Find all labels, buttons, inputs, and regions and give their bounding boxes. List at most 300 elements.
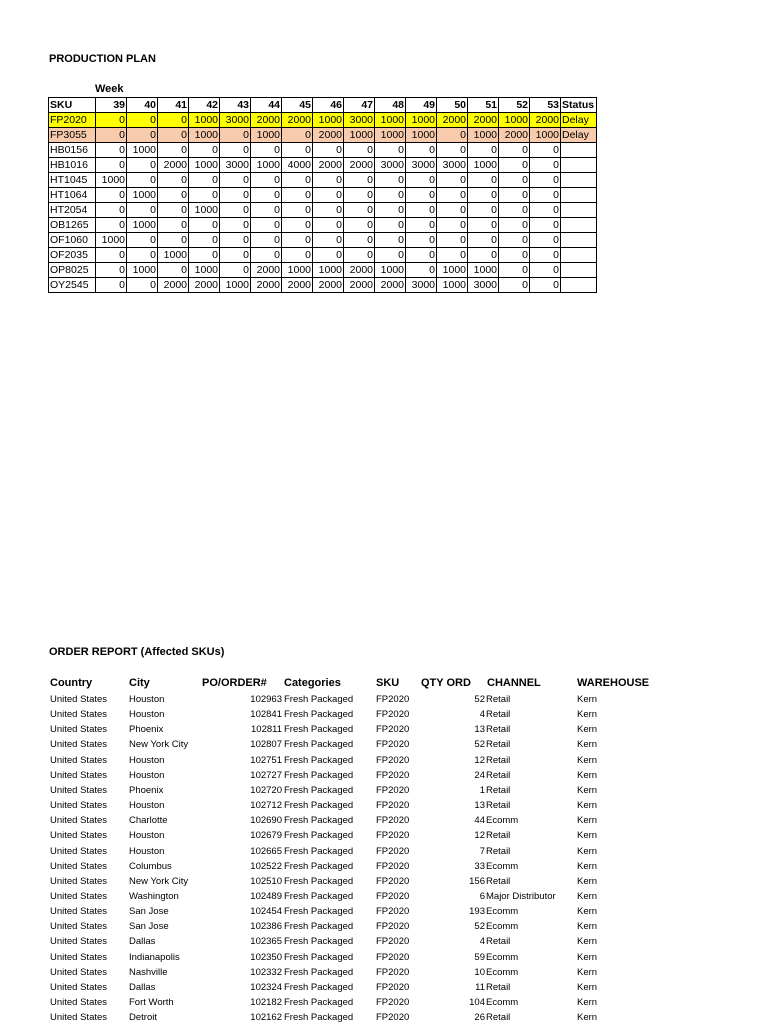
plan-qty-cell: 1000 xyxy=(313,113,344,128)
plan-qty-cell: 2000 xyxy=(313,158,344,173)
plan-qty-cell: 0 xyxy=(437,218,468,233)
plan-qty-cell: 3000 xyxy=(344,113,375,128)
order-warehouse: Kern xyxy=(577,890,598,902)
order-city: Phoenix xyxy=(129,724,164,736)
plan-header-cell: 50 xyxy=(437,98,468,113)
plan-qty-cell: 0 xyxy=(437,233,468,248)
plan-qty-cell: 0 xyxy=(530,278,561,293)
plan-qty-cell: 0 xyxy=(220,173,251,188)
plan-qty-cell: 2000 xyxy=(499,128,530,143)
plan-qty-cell: 3000 xyxy=(468,278,499,293)
plan-qty-cell: 1000 xyxy=(375,113,406,128)
order-warehouse: Kern xyxy=(577,709,598,721)
plan-qty-cell: 2000 xyxy=(468,113,499,128)
plan-qty-cell: 0 xyxy=(96,278,127,293)
plan-qty-cell: 0 xyxy=(189,218,220,233)
plan-qty-cell: 0 xyxy=(158,128,189,143)
order-channel: Retail xyxy=(486,769,511,781)
order-country: United States xyxy=(50,769,108,781)
plan-qty-cell: 0 xyxy=(96,203,127,218)
order-city: San Jose xyxy=(129,906,169,918)
order-category: Fresh Packaged xyxy=(284,997,354,1008)
order-sku: FP2020 xyxy=(376,815,410,827)
plan-qty-cell: 0 xyxy=(530,263,561,278)
order-qty: 11 xyxy=(475,981,485,993)
plan-header-cell: 43 xyxy=(220,98,251,113)
plan-qty-cell: 2000 xyxy=(158,278,189,293)
order-sku: FP2020 xyxy=(376,739,410,751)
order-qty: 1 xyxy=(479,784,485,796)
plan-qty-cell: 0 xyxy=(406,233,437,248)
plan-qty-cell: 0 xyxy=(96,143,127,158)
plan-sku-cell: OF1060 xyxy=(49,233,96,248)
plan-qty-cell: 1000 xyxy=(375,263,406,278)
order-warehouse: Kern xyxy=(577,860,598,872)
order-po-number: 102963 xyxy=(250,694,282,705)
order-channel: Ecomm xyxy=(486,951,519,963)
header-warehouse: WAREHOUSE xyxy=(577,677,650,689)
plan-qty-cell: 2000 xyxy=(282,113,313,128)
plan-header-cell: 53 xyxy=(530,98,561,113)
plan-qty-cell: 0 xyxy=(344,248,375,263)
order-po-number: 102510 xyxy=(250,875,282,887)
plan-qty-cell: 2000 xyxy=(251,113,282,128)
order-qty: 12 xyxy=(474,754,485,766)
plan-header-cell: SKU xyxy=(49,98,96,113)
plan-row xyxy=(49,158,597,173)
order-city: Houston xyxy=(129,800,165,812)
order-po-number: 102365 xyxy=(250,936,282,948)
header-channel: CHANNEL xyxy=(487,677,541,689)
order-row xyxy=(0,755,768,770)
plan-qty-cell: 0 xyxy=(406,203,437,218)
order-country: United States xyxy=(50,951,108,963)
order-warehouse: Kern xyxy=(577,800,598,812)
order-sku: FP2020 xyxy=(376,724,410,736)
plan-qty-cell: 3000 xyxy=(220,113,251,128)
plan-qty-cell: 0 xyxy=(344,143,375,158)
order-country: United States xyxy=(50,906,108,918)
order-country: United States xyxy=(50,724,108,736)
order-warehouse: Kern xyxy=(577,754,598,766)
order-report-title: ORDER REPORT (Affected SKUs) xyxy=(49,646,225,658)
plan-qty-cell: 2000 xyxy=(344,158,375,173)
header-country: Country xyxy=(50,677,93,689)
order-po-number: 102712 xyxy=(250,800,282,812)
plan-qty-cell: 0 xyxy=(220,128,251,143)
order-sku: FP2020 xyxy=(376,830,410,842)
plan-qty-cell: 0 xyxy=(127,158,158,173)
plan-qty-cell: 0 xyxy=(313,248,344,263)
plan-qty-cell: 2000 xyxy=(282,278,313,293)
order-city: Washington xyxy=(129,890,179,902)
plan-qty-cell: 0 xyxy=(158,143,189,158)
plan-sku-cell: OY2545 xyxy=(49,278,96,293)
plan-row xyxy=(49,143,597,158)
plan-row xyxy=(49,173,597,188)
plan-qty-cell: 1000 xyxy=(127,263,158,278)
plan-header-cell: Status xyxy=(561,98,597,113)
plan-qty-cell: 0 xyxy=(127,278,158,293)
plan-qty-cell: 1000 xyxy=(499,113,530,128)
plan-qty-cell: 0 xyxy=(282,173,313,188)
order-qty: 24 xyxy=(474,769,485,781)
plan-row xyxy=(49,233,597,248)
order-category: Fresh Packaged xyxy=(284,694,354,705)
order-category: Fresh Packaged xyxy=(284,951,354,963)
plan-qty-cell: 0 xyxy=(530,203,561,218)
plan-qty-cell: 0 xyxy=(127,113,158,128)
order-qty: 44 xyxy=(474,815,485,827)
plan-row xyxy=(49,188,597,203)
order-city: Fort Worth xyxy=(129,997,174,1008)
order-category: Fresh Packaged xyxy=(284,845,354,857)
plan-status-cell xyxy=(561,188,597,203)
plan-qty-cell: 0 xyxy=(282,248,313,263)
plan-qty-cell: 0 xyxy=(189,173,220,188)
order-category: Fresh Packaged xyxy=(284,769,354,781)
order-country: United States xyxy=(50,800,108,812)
plan-qty-cell: 0 xyxy=(127,128,158,143)
order-city: Houston xyxy=(129,754,165,766)
plan-qty-cell: 0 xyxy=(158,203,189,218)
plan-header-cell: 46 xyxy=(313,98,344,113)
order-po-number: 102350 xyxy=(250,951,282,963)
order-country: United States xyxy=(50,754,108,766)
plan-qty-cell: 1000 xyxy=(406,113,437,128)
plan-qty-cell: 0 xyxy=(499,248,530,263)
order-sku: FP2020 xyxy=(376,921,410,933)
order-city: Dallas xyxy=(129,981,156,993)
plan-status-cell: Delay xyxy=(561,113,597,128)
order-row xyxy=(0,921,768,936)
plan-qty-cell: 1000 xyxy=(406,128,437,143)
plan-qty-cell: 0 xyxy=(282,188,313,203)
order-channel: Ecomm xyxy=(486,815,519,827)
order-po-number: 102841 xyxy=(250,709,282,721)
plan-qty-cell: 1000 xyxy=(189,158,220,173)
order-row xyxy=(0,800,768,815)
order-row xyxy=(0,770,768,785)
plan-qty-cell: 0 xyxy=(375,248,406,263)
order-channel: Retail xyxy=(486,981,511,993)
plan-qty-cell: 2000 xyxy=(344,278,375,293)
plan-sku-cell: OF2035 xyxy=(49,248,96,263)
plan-qty-cell: 0 xyxy=(437,188,468,203)
order-warehouse: Kern xyxy=(577,815,598,827)
plan-qty-cell: 0 xyxy=(499,173,530,188)
order-row xyxy=(0,846,768,861)
plan-qty-cell: 0 xyxy=(282,143,313,158)
plan-qty-cell: 0 xyxy=(189,233,220,248)
plan-qty-cell: 1000 xyxy=(127,188,158,203)
plan-header-cell: 40 xyxy=(127,98,158,113)
plan-row xyxy=(49,263,597,278)
plan-qty-cell: 0 xyxy=(468,173,499,188)
plan-qty-cell: 0 xyxy=(282,218,313,233)
order-channel: Retail xyxy=(486,936,511,948)
order-country: United States xyxy=(50,845,108,857)
plan-qty-cell: 0 xyxy=(127,248,158,263)
week-label: Week xyxy=(95,83,124,95)
plan-qty-cell: 1000 xyxy=(127,143,158,158)
header-qty: QTY ORD xyxy=(421,677,471,689)
plan-status-cell xyxy=(561,233,597,248)
order-warehouse: Kern xyxy=(577,921,598,933)
order-warehouse: Kern xyxy=(577,966,598,978)
plan-qty-cell: 0 xyxy=(189,143,220,158)
plan-qty-cell: 0 xyxy=(406,248,437,263)
plan-header-cell: 42 xyxy=(189,98,220,113)
plan-qty-cell: 0 xyxy=(220,143,251,158)
production-plan-table xyxy=(48,97,597,293)
order-category: Fresh Packaged xyxy=(284,875,354,887)
order-qty: 33 xyxy=(474,860,485,872)
order-po-number: 102182 xyxy=(250,997,282,1008)
plan-qty-cell: 1000 xyxy=(437,263,468,278)
order-qty: 104 xyxy=(469,997,485,1008)
order-channel: Retail xyxy=(486,784,511,796)
order-sku: FP2020 xyxy=(376,981,410,993)
plan-qty-cell: 0 xyxy=(375,218,406,233)
plan-status-cell xyxy=(561,278,597,293)
order-row xyxy=(0,906,768,921)
plan-qty-cell: 0 xyxy=(96,218,127,233)
plan-qty-cell: 0 xyxy=(499,263,530,278)
order-qty: 13 xyxy=(474,724,485,736)
plan-qty-cell: 0 xyxy=(313,173,344,188)
plan-qty-cell: 0 xyxy=(282,128,313,143)
plan-qty-cell: 3000 xyxy=(220,158,251,173)
plan-qty-cell: 0 xyxy=(344,203,375,218)
order-country: United States xyxy=(50,784,108,796)
order-row xyxy=(0,982,768,997)
order-category: Fresh Packaged xyxy=(284,921,354,933)
plan-qty-cell: 0 xyxy=(530,143,561,158)
plan-qty-cell: 0 xyxy=(375,233,406,248)
plan-qty-cell: 0 xyxy=(499,203,530,218)
plan-qty-cell: 1000 xyxy=(468,263,499,278)
plan-qty-cell: 0 xyxy=(96,158,127,173)
plan-qty-cell: 0 xyxy=(375,203,406,218)
plan-qty-cell: 0 xyxy=(406,143,437,158)
plan-qty-cell: 1000 xyxy=(437,278,468,293)
plan-row xyxy=(49,203,597,218)
order-sku: FP2020 xyxy=(376,936,410,948)
order-sku: FP2020 xyxy=(376,860,410,872)
plan-qty-cell: 0 xyxy=(499,143,530,158)
plan-qty-cell: 0 xyxy=(468,143,499,158)
plan-qty-cell: 2000 xyxy=(313,278,344,293)
plan-qty-cell: 0 xyxy=(406,263,437,278)
plan-qty-cell: 0 xyxy=(499,158,530,173)
order-qty: 6 xyxy=(479,890,485,902)
order-category: Fresh Packaged xyxy=(284,981,354,993)
order-row xyxy=(0,724,768,739)
order-category: Fresh Packaged xyxy=(284,860,354,872)
order-po-number: 102522 xyxy=(250,860,282,872)
order-warehouse: Kern xyxy=(577,694,598,705)
order-category: Fresh Packaged xyxy=(284,815,354,827)
order-channel: Retail xyxy=(486,709,511,721)
plan-qty-cell: 1000 xyxy=(468,128,499,143)
order-channel: Retail xyxy=(486,724,511,736)
order-category: Fresh Packaged xyxy=(284,754,354,766)
order-warehouse: Kern xyxy=(577,769,598,781)
plan-status-cell xyxy=(561,143,597,158)
order-warehouse: Kern xyxy=(577,906,598,918)
plan-qty-cell: 0 xyxy=(127,203,158,218)
plan-qty-cell: 0 xyxy=(189,248,220,263)
order-channel: Ecomm xyxy=(486,906,519,918)
order-city: Houston xyxy=(129,694,165,705)
header-sku: SKU xyxy=(376,677,400,689)
plan-qty-cell: 1000 xyxy=(251,158,282,173)
plan-qty-cell: 0 xyxy=(437,143,468,158)
plan-qty-cell: 0 xyxy=(530,173,561,188)
order-channel: Ecomm xyxy=(486,921,519,933)
order-channel: Retail xyxy=(486,845,511,857)
plan-qty-cell: 0 xyxy=(251,173,282,188)
plan-status-cell xyxy=(561,263,597,278)
order-warehouse: Kern xyxy=(577,724,598,736)
plan-qty-cell: 2000 xyxy=(344,263,375,278)
order-country: United States xyxy=(50,875,108,887)
order-country: United States xyxy=(50,936,108,948)
order-country: United States xyxy=(50,997,108,1008)
order-city: Columbus xyxy=(129,860,172,872)
plan-qty-cell: 0 xyxy=(499,278,530,293)
order-sku: FP2020 xyxy=(376,875,410,887)
plan-sku-cell: FP3055 xyxy=(49,128,96,143)
plan-qty-cell: 0 xyxy=(282,203,313,218)
plan-qty-cell: 0 xyxy=(96,113,127,128)
order-row xyxy=(0,815,768,830)
plan-qty-cell: 1000 xyxy=(313,263,344,278)
order-sku: FP2020 xyxy=(376,709,410,721)
order-country: United States xyxy=(50,966,108,978)
order-channel: Retail xyxy=(486,1012,511,1024)
plan-header-cell: 44 xyxy=(251,98,282,113)
order-row xyxy=(0,785,768,800)
order-qty: 4 xyxy=(479,709,485,721)
plan-qty-cell: 4000 xyxy=(282,158,313,173)
order-po-number: 102690 xyxy=(250,815,282,827)
order-po-number: 102454 xyxy=(250,906,282,918)
plan-sku-cell: HB0156 xyxy=(49,143,96,158)
plan-qty-cell: 3000 xyxy=(375,158,406,173)
order-sku: FP2020 xyxy=(376,754,410,766)
plan-qty-cell: 0 xyxy=(530,233,561,248)
plan-qty-cell: 0 xyxy=(189,188,220,203)
plan-qty-cell: 0 xyxy=(313,218,344,233)
order-row xyxy=(0,952,768,967)
order-po-number: 102324 xyxy=(250,981,282,993)
plan-qty-cell: 1000 xyxy=(344,128,375,143)
order-po-number: 102386 xyxy=(250,921,282,933)
order-po-number: 102489 xyxy=(250,890,282,902)
plan-qty-cell: 1000 xyxy=(96,173,127,188)
order-po-number: 102727 xyxy=(250,769,282,781)
order-sku: FP2020 xyxy=(376,784,410,796)
plan-qty-cell: 0 xyxy=(344,218,375,233)
plan-qty-cell: 0 xyxy=(499,188,530,203)
plan-header-cell: 39 xyxy=(96,98,127,113)
header-po: PO/ORDER# xyxy=(202,677,267,689)
order-city: Phoenix xyxy=(129,784,164,796)
plan-qty-cell: 0 xyxy=(251,233,282,248)
order-warehouse: Kern xyxy=(577,936,598,948)
plan-sku-cell: HB1016 xyxy=(49,158,96,173)
plan-qty-cell: 0 xyxy=(530,188,561,203)
plan-qty-cell: 0 xyxy=(158,218,189,233)
plan-qty-cell: 0 xyxy=(406,188,437,203)
order-city: Houston xyxy=(129,769,165,781)
order-row xyxy=(0,1012,768,1027)
order-qty: 52 xyxy=(474,921,485,933)
order-po-number: 102665 xyxy=(250,845,282,857)
plan-header-cell: 41 xyxy=(158,98,189,113)
order-warehouse: Kern xyxy=(577,997,598,1008)
plan-header-cell: 49 xyxy=(406,98,437,113)
order-channel: Retail xyxy=(486,739,511,751)
order-qty: 59 xyxy=(474,951,485,963)
order-category: Fresh Packaged xyxy=(284,784,354,796)
plan-qty-cell: 0 xyxy=(158,263,189,278)
plan-qty-cell: 1000 xyxy=(468,158,499,173)
order-row xyxy=(0,739,768,754)
order-qty: 26 xyxy=(474,1012,485,1024)
order-qty: 10 xyxy=(474,966,485,978)
order-sku: FP2020 xyxy=(376,906,410,918)
plan-row xyxy=(49,218,597,233)
order-category: Fresh Packaged xyxy=(284,890,354,902)
order-city: Indianapolis xyxy=(129,951,180,963)
plan-qty-cell: 2000 xyxy=(437,113,468,128)
plan-status-cell xyxy=(561,248,597,263)
plan-qty-cell: 0 xyxy=(251,218,282,233)
plan-qty-cell: 0 xyxy=(220,218,251,233)
plan-qty-cell: 0 xyxy=(220,188,251,203)
order-country: United States xyxy=(50,921,108,933)
plan-row xyxy=(49,278,597,293)
order-country: United States xyxy=(50,815,108,827)
plan-qty-cell: 1000 xyxy=(530,128,561,143)
plan-header-cell: 47 xyxy=(344,98,375,113)
order-sku: FP2020 xyxy=(376,800,410,812)
order-po-number: 102332 xyxy=(250,966,282,978)
plan-sku-cell: FP2020 xyxy=(49,113,96,128)
plan-qty-cell: 0 xyxy=(158,113,189,128)
order-sku: FP2020 xyxy=(376,997,410,1008)
plan-qty-cell: 0 xyxy=(437,248,468,263)
order-qty: 193 xyxy=(469,906,485,918)
order-category: Fresh Packaged xyxy=(284,966,354,978)
plan-qty-cell: 0 xyxy=(251,203,282,218)
plan-row xyxy=(49,113,597,128)
order-sku: FP2020 xyxy=(376,1012,410,1024)
order-channel: Ecomm xyxy=(486,860,519,872)
plan-qty-cell: 1000 xyxy=(127,218,158,233)
order-city: Dallas xyxy=(129,936,156,948)
order-sku: FP2020 xyxy=(376,845,410,857)
plan-qty-cell: 1000 xyxy=(375,128,406,143)
order-channel: Ecomm xyxy=(486,966,519,978)
plan-qty-cell: 0 xyxy=(313,188,344,203)
order-city: Houston xyxy=(129,709,165,721)
order-qty: 12 xyxy=(474,830,485,842)
plan-qty-cell: 0 xyxy=(220,233,251,248)
